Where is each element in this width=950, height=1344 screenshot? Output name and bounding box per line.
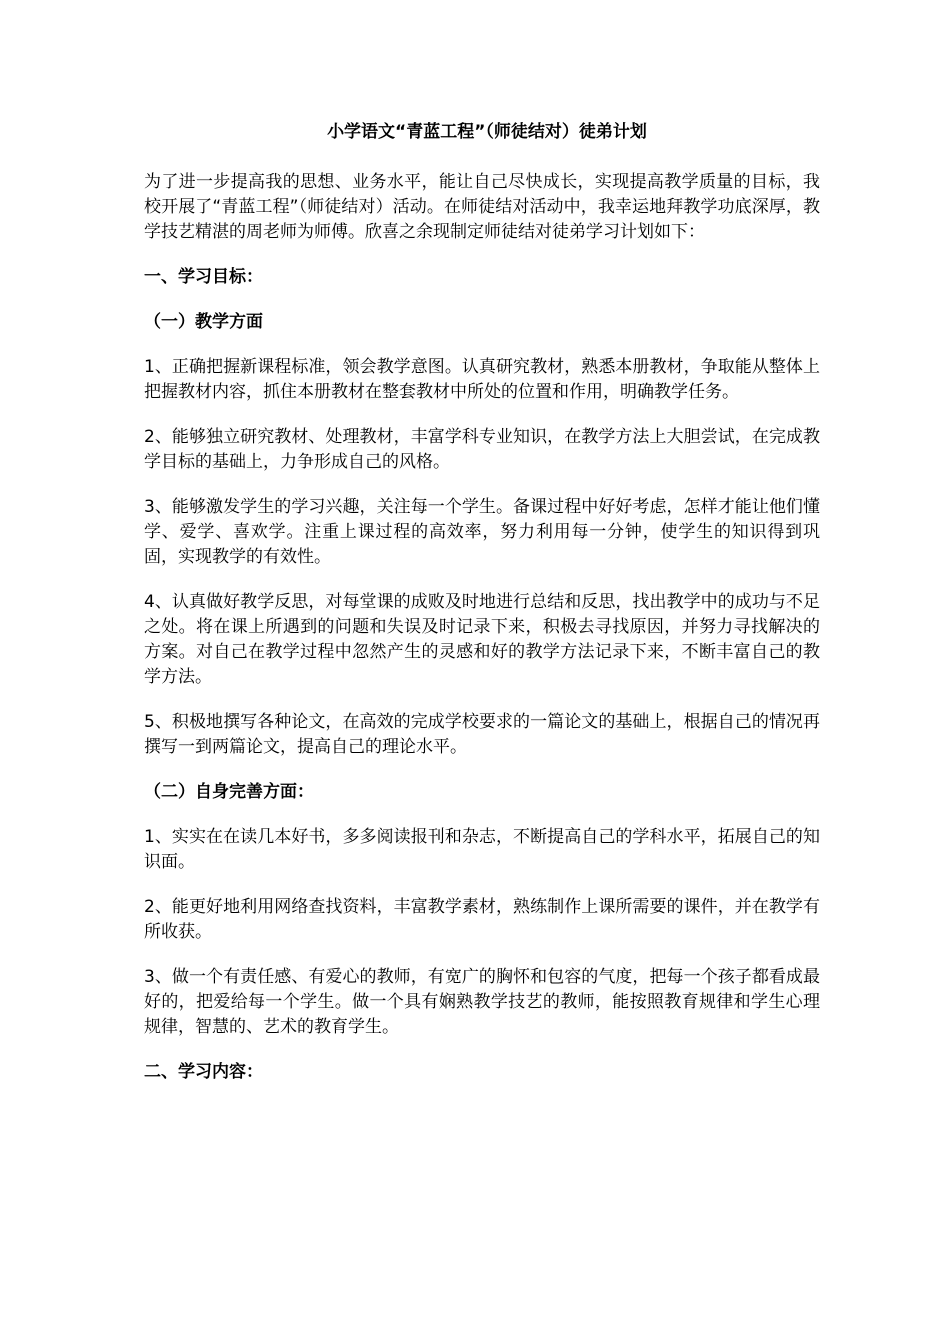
subsection-heading-teaching: （一）教学方面 xyxy=(144,312,263,332)
section-heading-goals: 一、学习目标： xyxy=(144,267,263,287)
teaching-item-5: 5、积极地撰写各种论文，在高效的完成学校要求的一篇论文的基础上，根据自己的情况再撰写一到两篇论文，提高自己的理论水平。 xyxy=(144,712,820,757)
self-item-2: 2、能更好地利用网络查找资料，丰富教学素材，熟练制作上课所需要的课件，并在教学有所收获。 xyxy=(144,897,820,942)
self-item-1: 1、实实在在读几本好书，多多阅读报刊和杂志，不断提高自己的学科水平，拓展自己的知识面。 xyxy=(144,827,820,872)
subsection-heading-self: （二）自身完善方面： xyxy=(144,782,314,802)
self-item-3: 3、做一个有责任感、有爱心的教师，有宽广的胸怀和包容的气度，把每一个孩子都看成最好的，把爱给每一个学生。做一个具有娴熟教学技艺的教师，能按照教育规律和学生心理规律，智慧的、艺术的教育学生。 xyxy=(144,967,820,1037)
intro-paragraph: 为了进一步提高我的思想、业务水平，能让自己尽快成长，实现提高教学质量的目标，我校开展了“青蓝工程”（师徒结对）活动。在师徒结对活动中，我幸运地拜教学功底深厚，教学技艺精湛的周老师为师傅。欣喜之余现制定师徒结对徒弟学习计划如下： xyxy=(144,172,820,242)
teaching-item-2: 2、能够独立研究教材、处理教材，丰富学科专业知识，在教学方法上大胆尝试，在完成教学目标的基础上，力争形成自己的风格。 xyxy=(144,427,820,472)
teaching-item-1: 1、正确把握新课程标准，领会教学意图。认真研究教材，熟悉本册教材，争取能从整体上把握教材内容，抓住本册教材在整套教材中所处的位置和作用，明确教学任务。 xyxy=(144,357,820,402)
teaching-item-4: 4、认真做好教学反思，对每堂课的成败及时地进行总结和反思，找出教学中的成功与不足之处。将在课上所遇到的问题和失误及时记录下来，积极去寻找原因，并努力寻找解决的方案。对自己在教学过程中忽然产生的灵感和好的教学方法记录下来，不断丰富自己的教学方法。 xyxy=(144,592,820,687)
document-title: 小学语文“青蓝工程”（师徒结对）徒弟计划 xyxy=(327,122,647,142)
teaching-item-3: 3、能够激发学生的学习兴趣，关注每一个学生。备课过程中好好考虑，怎样才能让他们懂学、爱学、喜欢学。注重上课过程的高效率，努力利用每一分钟，使学生的知识得到巩固，实现教学的有效性。 xyxy=(144,497,820,567)
document-page xyxy=(144,120,820,1105)
section-heading-content: 二、学习内容： xyxy=(144,1062,263,1082)
